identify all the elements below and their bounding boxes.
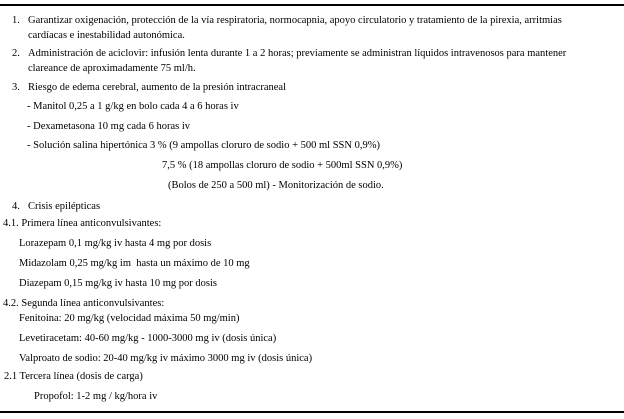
- table-top-border: [0, 4, 624, 6]
- line-text: Lorazepam 0,1 mg/kg iv hasta 4 mg por dosis: [19, 238, 212, 249]
- item-number: 4.: [12, 201, 20, 212]
- saline-bolus-note: [0, 179, 624, 194]
- line-text: 4.2. Segunda línea anticonvulsivantes:: [3, 298, 165, 309]
- line-text: 2.1 Tercera línea (dosis de carga): [4, 371, 143, 382]
- line-text: Valproato de sodio: 20-40 mg/kg iv máximo 3000 mg iv (dosis única): [19, 353, 313, 364]
- midazolam-dose: [0, 257, 624, 272]
- line-text: Administración de aciclovir: infusión lenta durante 1 a 2 horas; previamente se administran líquidos intravenosos para mantener: [28, 48, 567, 59]
- valproato-dose: [0, 352, 624, 367]
- lorazepam-dose: [0, 237, 624, 252]
- step-3-cerebral-edema: [0, 81, 624, 96]
- line-text: Midazolam 0,25 mg/kg im hasta un máximo de 10 mg: [19, 258, 250, 269]
- line-text: 7,5 % (18 ampollas cloruro de sodio + 500ml SSN 0,9%): [162, 160, 403, 171]
- line-text: 4.1. Primera línea anticonvulsivantes:: [3, 218, 162, 229]
- item-number: 1.: [12, 15, 20, 26]
- hypertonic-saline-7-5-option: [0, 159, 624, 174]
- manitol-option: [0, 100, 624, 115]
- propofol-dose: [0, 390, 624, 405]
- line-text: Diazepam 0,15 mg/kg iv hasta 10 mg por dosis: [19, 278, 218, 289]
- line-text: (Bolos de 250 a 500 ml) - Monitorización de sodio.: [168, 180, 384, 191]
- line-text: Garantizar oxigenación, protección de la vía respiratoria, normocapnia, apoyo circulatorio y tratamiento de la pirexia, arritmias: [28, 15, 562, 26]
- first-line-anticonvulsants-header: [0, 217, 624, 232]
- step-1-oxygenation: [0, 14, 624, 29]
- third-line-header: [0, 370, 624, 385]
- line-text: Fenitoina: 20 mg/kg (velocidad máxima 50 mg/min): [19, 313, 240, 324]
- line-text: - Dexametasona 10 mg cada 6 horas iv: [27, 121, 190, 132]
- line-text: Propofol: 1-2 mg / kg/hora iv: [34, 391, 158, 402]
- diazepam-dose: [0, 277, 624, 292]
- table-bottom-border: [0, 411, 624, 413]
- line-text: Riesgo de edema cerebral, aumento de la presión intracraneal: [28, 82, 287, 93]
- line-text: Levetiracetam: 40-60 mg/kg - 1000-3000 mg iv (dosis única): [19, 333, 277, 344]
- line-text: clareance de aproximadamente 75 ml/h.: [28, 63, 196, 74]
- second-line-anticonvulsants-header: [0, 297, 624, 312]
- line-text: cardíacas e inestabilidad autonómica.: [28, 30, 185, 41]
- item-number: 2.: [12, 48, 20, 59]
- fenitoina-dose: [0, 312, 624, 327]
- step-1-continuation: [0, 29, 624, 44]
- line-text: Crisis epilépticas: [28, 201, 101, 212]
- hypertonic-saline-option: [0, 139, 624, 154]
- step-2-continuation: [0, 62, 624, 77]
- line-text: - Manitol 0,25 a 1 g/kg en bolo cada 4 a 6 horas iv: [27, 101, 239, 112]
- item-number: 3.: [12, 82, 20, 93]
- dexametasona-option: [0, 120, 624, 135]
- step-4-seizures: [0, 200, 624, 215]
- step-2-aciclovir: [0, 47, 624, 62]
- levetiracetam-dose: [0, 332, 624, 347]
- line-text: - Solución salina hipertónica 3 % (9 ampollas cloruro de sodio + 500 ml SSN 0,9%): [27, 140, 380, 151]
